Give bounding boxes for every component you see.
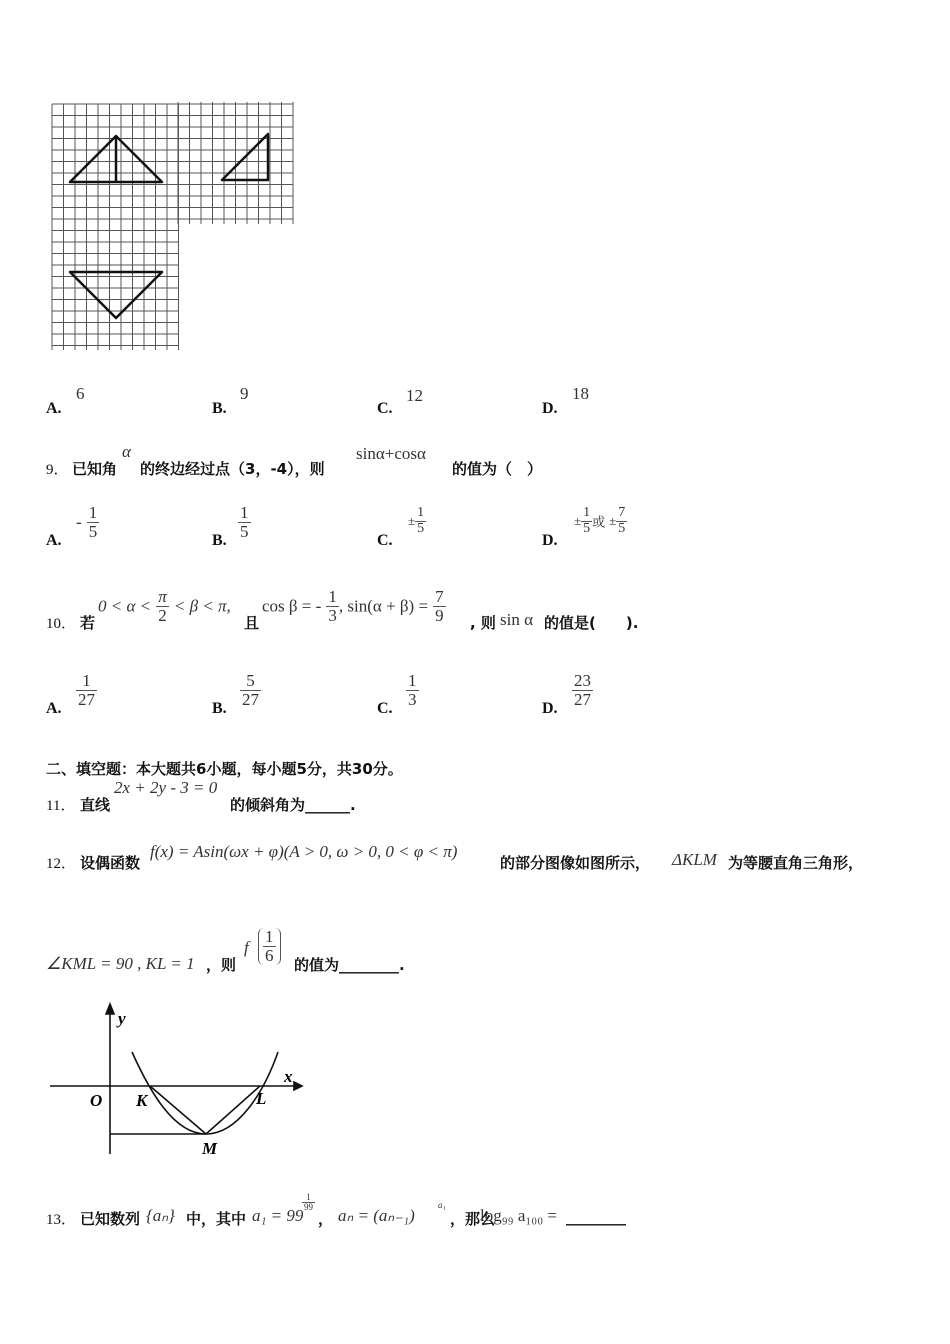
origin-label: O xyxy=(90,1091,103,1110)
x-axis-arrow xyxy=(294,1082,302,1090)
q10-option-b[interactable] xyxy=(212,698,227,718)
numerator: 1 xyxy=(408,671,417,690)
q10-option-c[interactable] xyxy=(377,698,393,718)
question-text: 中，其中 xyxy=(186,1210,247,1228)
q9-option-a[interactable] xyxy=(46,530,62,550)
question-12 xyxy=(46,842,926,874)
question-number: 9． xyxy=(46,462,69,478)
question-text: 已知数列 xyxy=(80,1210,141,1228)
segment-ml xyxy=(206,1086,260,1134)
fraction-argument xyxy=(258,928,281,965)
function-graph xyxy=(46,1000,316,1162)
sign: ± xyxy=(609,513,617,529)
math-expression: 2x + 2y - 3 = 0 xyxy=(114,778,218,797)
option-label: D. xyxy=(542,400,558,417)
sign: ± xyxy=(408,513,416,529)
numerator: 1 xyxy=(82,671,91,690)
question-text: 直线 xyxy=(80,796,111,814)
question-text: ，则 xyxy=(206,956,237,974)
q10-option-c-value xyxy=(406,672,419,709)
question-text: 的值为（ ） xyxy=(452,460,543,478)
denominator: 27 xyxy=(78,689,95,709)
q8-option-d-value: 18 xyxy=(572,384,589,403)
question-12-continued xyxy=(46,928,926,974)
option-label: A. xyxy=(46,400,62,417)
question-text: 若 xyxy=(80,614,96,632)
denominator: 99 xyxy=(304,1202,313,1212)
numerator: 1 xyxy=(88,503,98,522)
angle-expression: ∠KML = 90 , KL = 1 xyxy=(46,954,195,973)
option-label: A. xyxy=(46,532,62,549)
segment-km xyxy=(150,1086,206,1134)
math-part: 0 < α < xyxy=(98,596,152,616)
question-number: 11． xyxy=(46,798,76,814)
q9-option-c[interactable] xyxy=(377,530,393,550)
numerator: 5 xyxy=(246,671,255,690)
q10-options xyxy=(46,670,926,720)
numerator: 1 xyxy=(417,505,425,520)
question-10 xyxy=(46,584,926,636)
q8-option-b[interactable] xyxy=(212,398,227,418)
question-number: 13． xyxy=(46,1212,77,1228)
q9-option-b-value xyxy=(238,504,251,541)
condition-expression xyxy=(98,588,231,625)
question-9 xyxy=(46,442,926,478)
numerator: 1 xyxy=(265,927,274,946)
option-label: C. xyxy=(377,700,393,717)
y-label: y xyxy=(118,1009,126,1028)
numerator: 7 xyxy=(618,505,626,520)
question-number: 12． xyxy=(46,856,77,872)
q10-option-d[interactable] xyxy=(542,698,558,718)
log-expression: log₉₉ a₁₀₀ = xyxy=(480,1206,557,1225)
answer-blank[interactable]: ________ xyxy=(566,1208,626,1226)
denominator: 5 xyxy=(417,520,425,536)
option-label: B. xyxy=(212,700,227,717)
given-expression xyxy=(262,588,446,625)
question-text: 已知角 xyxy=(72,460,118,478)
q9-option-a-value xyxy=(76,504,99,541)
denominator: 27 xyxy=(242,689,259,709)
numerator: 1 xyxy=(240,503,249,522)
a1-expression: a₁ = 99 xyxy=(252,1206,304,1225)
a1-exponent xyxy=(302,1192,315,1212)
denominator: 3 xyxy=(408,689,417,709)
section-heading: 二、填空题：本大题共6小题，每小题5分，共30分。 xyxy=(46,760,403,778)
question-text: , 则 xyxy=(470,614,496,632)
triangle-symbol: ΔKLM xyxy=(672,850,717,869)
q9-options xyxy=(46,502,926,550)
x-label: x xyxy=(284,1067,293,1086)
q8-option-c[interactable] xyxy=(377,398,393,418)
an-exponent: a₁ xyxy=(438,1200,446,1210)
y-axis-arrow xyxy=(106,1004,114,1014)
denominator: 5 xyxy=(240,521,249,541)
q10-option-b-value xyxy=(240,672,261,709)
function-expression: f(x) = Asin(ωx + φ)(A > 0, ω > 0, 0 < φ < π) xyxy=(150,842,458,861)
an-expression: aₙ = (aₙ₋₁) xyxy=(338,1206,415,1225)
option-label: C. xyxy=(377,532,393,549)
grid-figure xyxy=(48,100,300,355)
denominator: 3 xyxy=(328,605,337,625)
or-text: 或 xyxy=(592,514,606,530)
denominator: 9 xyxy=(435,605,444,625)
q9-option-d[interactable] xyxy=(542,530,558,550)
option-label: B. xyxy=(212,400,227,417)
numerator: 1 xyxy=(306,1191,311,1202)
separator: ， xyxy=(318,1210,334,1228)
option-label: D. xyxy=(542,532,558,549)
question-text: ，那么 xyxy=(450,1210,496,1228)
sign: ± xyxy=(574,513,582,529)
denominator: 5 xyxy=(88,521,98,541)
question-text: 的部分图像如图所示， xyxy=(500,854,651,872)
alpha-symbol: α xyxy=(122,442,131,461)
q8-option-a-value: 6 xyxy=(76,384,85,403)
function-f: f xyxy=(244,938,249,957)
q9-option-d-value xyxy=(574,506,627,536)
q9-option-b[interactable] xyxy=(212,530,227,550)
question-text: 且 xyxy=(244,614,260,632)
m-label: M xyxy=(202,1139,218,1158)
option-label: B. xyxy=(212,532,227,549)
option-label: A. xyxy=(46,700,62,717)
question-text: 为等腰直角三角形， xyxy=(728,854,864,872)
q8-option-a[interactable] xyxy=(46,398,62,418)
q8-option-d[interactable] xyxy=(542,398,558,418)
math-part: , sin(α + β) = xyxy=(338,596,429,616)
question-text: 的值是( ). xyxy=(544,614,639,632)
question-text: 的终边经过点（3，-4），则 xyxy=(140,460,325,478)
q9-option-c-value xyxy=(408,506,426,536)
denominator: 27 xyxy=(574,689,591,709)
numerator: 7 xyxy=(435,587,444,606)
denominator: 5 xyxy=(618,520,626,536)
q10-option-a-value xyxy=(76,672,97,709)
denominator: 6 xyxy=(265,945,274,965)
k-label: K xyxy=(136,1091,148,1110)
q8-option-b-value: 9 xyxy=(240,384,249,403)
sequence-symbol: {aₙ} xyxy=(146,1206,175,1225)
question-text: 的倾斜角为______. xyxy=(230,796,356,814)
numerator: π xyxy=(158,587,167,606)
l-label: L xyxy=(256,1089,267,1108)
question-11 xyxy=(46,778,926,814)
question-text: 的值为________. xyxy=(294,956,405,974)
math-expression: sinα+cosα xyxy=(356,444,426,463)
option-label: D. xyxy=(542,700,558,717)
q8-option-c-value: 12 xyxy=(406,386,423,405)
numerator: 1 xyxy=(583,505,591,520)
math-part: cos β = - xyxy=(262,596,322,616)
math-expression: sin α xyxy=(500,610,533,629)
q10-option-a[interactable] xyxy=(46,698,62,718)
math-part: < β < π, xyxy=(173,596,231,616)
q10-option-d-value xyxy=(572,672,593,709)
question-number: 10． xyxy=(46,616,77,632)
sign: - xyxy=(76,512,82,532)
question-text: 设偶函数 xyxy=(80,854,141,872)
question-13 xyxy=(46,1192,926,1232)
numerator: 1 xyxy=(328,587,337,606)
option-label: C. xyxy=(377,400,393,417)
numerator: 23 xyxy=(574,671,591,690)
denominator: 5 xyxy=(583,520,591,536)
denominator: 2 xyxy=(158,605,167,625)
